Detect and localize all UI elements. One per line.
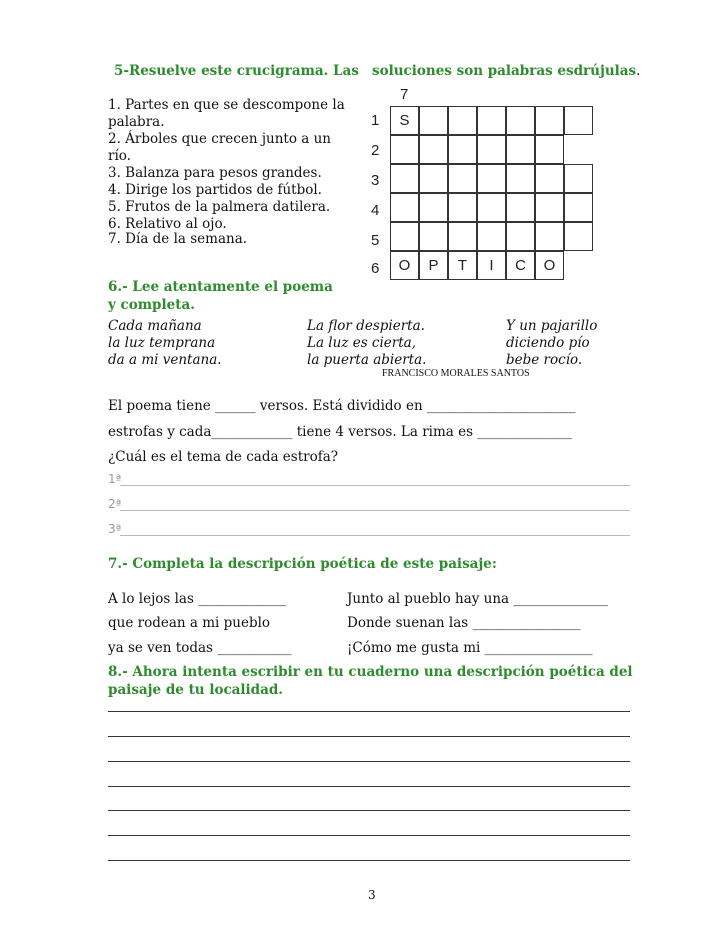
crossword-cell[interactable] [506,222,535,251]
poem-author: FRANCISCO MORALES SANTOS [382,368,530,379]
page-number: 3 [368,888,376,902]
crossword-cell[interactable] [448,222,477,251]
section5-title [114,63,359,79]
crossword-cell[interactable] [419,164,448,193]
crossword-cell[interactable] [390,164,419,193]
crossword-cell[interactable] [448,106,477,135]
section6-title-line2: y completa. [108,297,195,313]
fill-line[interactable]: ¡Cómo me gusta mi ________________ [347,640,593,656]
crossword-cell[interactable] [564,193,593,222]
crossword-row-number: 2 [371,142,380,159]
crossword-cell[interactable]: C [506,251,535,280]
fill-line: que rodean a mi pueblo [108,615,271,631]
poem-verse: da a mi ventana. [108,352,222,368]
crossword-cell[interactable] [564,222,593,251]
crossword-cell[interactable] [448,164,477,193]
poem-verse: Cada mañana [108,318,202,334]
section8-title-line1: 8.- Ahora intenta escribir en tu cuaderno una descripción poética del [108,664,633,680]
fill-line[interactable]: estrofas y cada____________ tiene 4 versos. La rima es ______________ [108,424,572,440]
crossword-cell[interactable] [419,106,448,135]
crossword-cell[interactable] [448,135,477,164]
crossword-cell[interactable]: O [390,251,419,280]
crossword-cell[interactable] [506,193,535,222]
crossword-cell[interactable] [390,135,419,164]
clue-line: palabra. [108,114,165,130]
crossword-cell[interactable] [477,135,506,164]
crossword-cell[interactable]: P [419,251,448,280]
crossword-cell[interactable]: S [390,106,419,135]
clue-line: 7. Día de la semana. [108,231,248,247]
crossword-cell[interactable] [419,222,448,251]
section7-title: 7.- Completa la descripción poética de este paisaje: [108,556,497,572]
clue-line: 6. Relativo al ojo. [108,216,227,232]
crossword-cell[interactable] [477,106,506,135]
crossword-row-number: 6 [371,260,380,277]
clue-line: 2. Árboles que crecen junto a un [108,131,331,147]
answer-line[interactable] [120,510,630,511]
crossword-cell[interactable] [506,164,535,193]
crossword-cell[interactable] [535,193,564,222]
crossword-cell[interactable] [419,193,448,222]
fill-line[interactable]: Donde suenan las ________________ [347,615,581,631]
poem-verse: la puerta abierta. [307,352,427,368]
crossword-cell[interactable] [564,164,593,193]
crossword-cell[interactable] [506,135,535,164]
fill-line[interactable]: Junto al pueblo hay una ______________ [347,591,608,607]
answer-line[interactable] [120,535,630,536]
crossword-cell[interactable] [390,222,419,251]
writing-line[interactable] [108,810,630,811]
crossword-cell[interactable] [477,164,506,193]
crossword-cell[interactable] [477,193,506,222]
clue-line: río. [108,148,131,164]
writing-line[interactable] [108,786,630,787]
poem-verse: diciendo pío [506,335,590,351]
clue-line: 3. Balanza para pesos grandes. [108,165,322,181]
fill-line[interactable]: El poema tiene ______ versos. Está dividido en ______________________ [108,398,576,414]
poem-verse: La luz es cierta, [307,335,417,351]
question-text: ¿Cuál es el tema de cada estrofa? [108,449,339,465]
poem-verse: Y un pajarillo [506,318,598,334]
poem-verse: bebe rocío. [506,352,583,368]
ordinal-label: 2ª [108,497,122,511]
poem-verse: La flor despierta. [307,318,425,334]
section5-title-continued [372,63,640,79]
section5-title-part1: 5-Resuelve este crucigrama. Las [114,63,359,79]
section6-title-line1: 6.- Lee atentamente el poema [108,279,333,295]
fill-line[interactable]: ya se ven todas ___________ [108,640,292,656]
crossword-cell[interactable] [535,222,564,251]
crossword-cell[interactable] [477,222,506,251]
crossword-column-number: 7 [400,86,409,103]
crossword-row-number: 1 [371,112,380,129]
crossword-cell[interactable]: T [448,251,477,280]
writing-line[interactable] [108,736,630,737]
writing-line[interactable] [108,860,630,861]
crossword-row-number: 3 [371,172,380,189]
clue-line: 1. Partes en que se descompone la [108,97,345,113]
crossword-row-number: 4 [371,202,380,219]
writing-line[interactable] [108,711,630,712]
ordinal-label: 1ª [108,472,122,486]
crossword-cell[interactable] [419,135,448,164]
crossword-cell[interactable] [564,106,593,135]
crossword-row-number: 5 [371,232,380,249]
section8-title-line2: paisaje de tu localidad. [108,682,283,698]
ordinal-label: 3ª [108,522,122,536]
fill-line[interactable]: A lo lejos las _____________ [108,591,286,607]
crossword-cell[interactable] [535,164,564,193]
poem-verse: la luz temprana [108,335,216,351]
section5-title-part2: soluciones son palabras esdrújulas [372,63,637,79]
crossword-cell[interactable] [448,193,477,222]
crossword-cell[interactable]: O [535,251,564,280]
crossword-cell[interactable] [390,193,419,222]
writing-line[interactable] [108,761,630,762]
clue-line: 5. Frutos de la palmera datilera. [108,199,331,215]
answer-line[interactable] [120,485,630,486]
section5-title-period: . [636,63,641,79]
crossword-cell[interactable] [535,135,564,164]
crossword-cell[interactable]: I [477,251,506,280]
crossword-cell[interactable] [535,106,564,135]
crossword-cell[interactable] [506,106,535,135]
clue-line: 4. Dirige los partidos de fútbol. [108,182,322,198]
writing-line[interactable] [108,835,630,836]
